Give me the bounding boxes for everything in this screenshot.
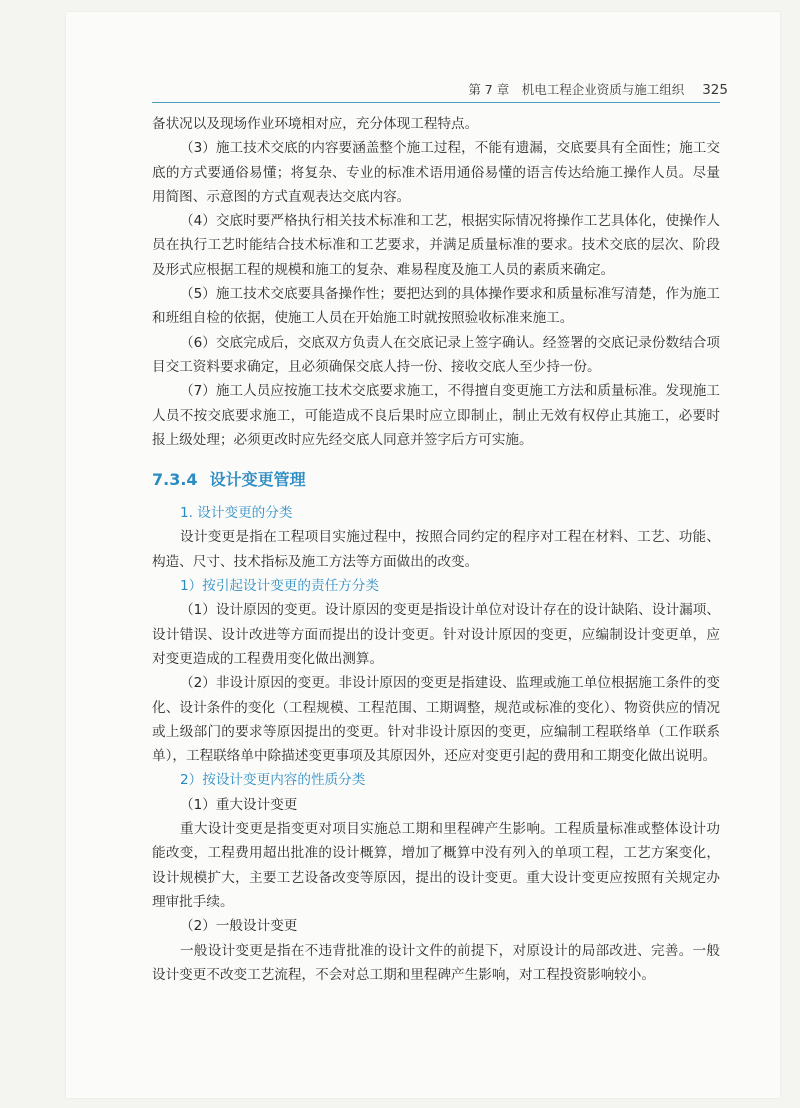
subheading-item: （1）重大设计变更 <box>180 796 298 813</box>
section-number: 7.3.4 <box>152 470 198 490</box>
paragraph: （2）非设计原因的变更。非设计原因的变更是指建设、监理或施工单位根据施工条件的变化、设计条件的变化（工程规模、工程范围、工期调整，规范或标准的变化）、物资供应的情况或上级部门的要求等原因提出的变更。针对非设计原因的变更，应编制工程联络单（工作联系单），工程联络单中除描述变更事项及其原因外，还应对变更引起的费用和工期变化做出说明。 <box>152 675 720 765</box>
paragraph: （6）交底完成后，交底双方负责人在交底记录上签字确认。经签署的交底记录份数结合项目交工资料要求确定，且必须确保交底人持一份、接收交底人至少持一份。 <box>152 334 720 375</box>
subheading-item: （2）一般设计变更 <box>180 918 298 935</box>
running-header <box>88 80 728 100</box>
body-text <box>152 112 720 987</box>
paragraph: （5）施工技术交底要具备操作性；要把达到的具体操作要求和质量标准写清楚，作为施工和班组自检的依据，使施工人员在开始施工时就按照验收标准来施工。 <box>152 286 720 327</box>
chapter-title: 第 7 章 机电工程企业资质与施工组织 <box>468 82 685 97</box>
section-title: 设计变更管理 <box>209 470 306 490</box>
header-rule <box>152 102 720 103</box>
section-heading <box>152 467 720 493</box>
subheading: 2）按设计变更内容的性质分类 <box>180 772 366 789</box>
subheading: 1. 设计变更的分类 <box>180 505 293 522</box>
paragraph: （7）施工人员应按施工技术交底要求施工，不得擅自变更施工方法和质量标准。发现施工人员不按交底要求施工，可能造成不良后果时应立即制止，制止无效有权停止其施工，必要时报上级处理；必须更改时应先经交底人同意并签字后方可实施。 <box>152 383 720 448</box>
paragraph: （4）交底时要严格执行相关技术标准和工艺，根据实际情况将操作工艺具体化，使操作人员在执行工艺时能结合技术标准和工艺要求，并满足质量标准的要求。技术交底的层次、阶段及形式应根据工程的规模和施工的复杂、难易程度及施工人员的素质来确定。 <box>152 213 720 278</box>
paragraph: 备状况以及现场作业环境相对应，充分体现工程特点。 <box>152 116 479 132</box>
paragraph: 设计变更是指在工程项目实施过程中，按照合同约定的程序对工程在材料、工艺、功能、构造、尺寸、技术指标及施工方法等方面做出的改变。 <box>152 529 720 570</box>
page-number: 325 <box>702 82 728 98</box>
paragraph: 重大设计变更是指变更对项目实施总工期和里程碑产生影响。工程质量标准或整体设计功能改变，工程费用超出批准的设计概算，增加了概算中没有列入的单项工程，工艺方案变化，设计规模扩大，主要工艺设备改变等原因，提出的设计变更。重大设计变更应按照有关规定办理审批手续。 <box>152 821 720 910</box>
subheading: 1）按引起设计变更的责任方分类 <box>180 578 379 595</box>
paragraph: （3）施工技术交底的内容要涵盖整个施工过程，不能有遗漏，交底要具有全面性；施工交底的方式要通俗易懂；将复杂、专业的标准术语用通俗易懂的语言传达给施工操作人员。尽量用简图、示意图的方式直观表达交底内容。 <box>152 140 720 205</box>
paragraph: 一般设计变更是指在不违背批准的设计文件的前提下，对原设计的局部改进、完善。一般设计变更不改变工艺流程，不会对总工期和里程碑产生影响，对工程投资影响较小。 <box>152 942 720 983</box>
paragraph: （1）设计原因的变更。设计原因的变更是指设计单位对设计存在的设计缺陷、设计漏项、设计错误、设计改进等方面而提出的设计变更。针对设计原因的变更，应编制设计变更单，应对变更造成的工程费用变化做出测算。 <box>152 602 720 667</box>
